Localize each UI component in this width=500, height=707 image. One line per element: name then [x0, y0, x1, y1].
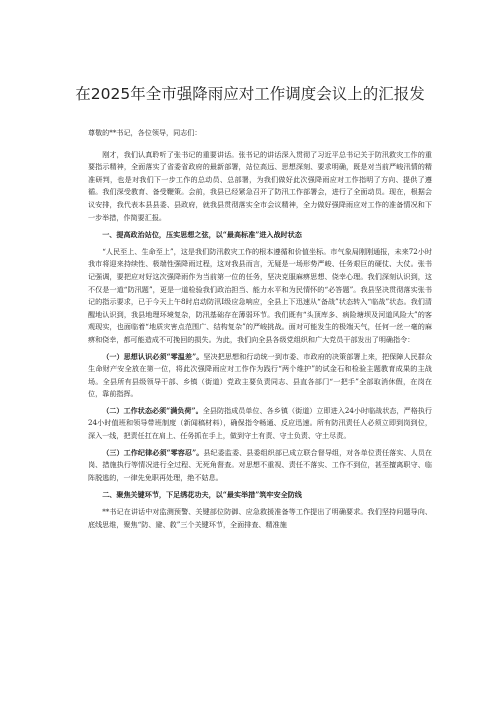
list-item-1-text: 坚决把思想和行动统一到市委、市政府的决策部署上来，把保障人民群众生命财产安全放在第一位，将此次强降雨应对工作作为践行“两个维护”的试金石和检验主题教育成果的主战场。全县所有县级领导干部、乡镇（街道）党政主要负责同志、县直各部门“一把手”全部取消休假，在岗在位，靠前指挥。: [88, 351, 432, 399]
section-heading-1: 一、提高政治站位，压实思想之弦，以“最高标准”进入战时状态: [102, 230, 302, 240]
section1-paragraph: “人民至上、生命至上”，这是我们防汛救灾工作的根本遵循和价值坐标。市气象局刚刚通报，未来72小时我市将迎来持续性、极端性强降雨过程，这对我县而言，无疑是一场形势严峻、任务艰巨的硬仗、大仗。张书记强调，要把应对好这次强降雨作为当前第一位的任务，坚决克服麻痹思想、侥幸心理。我们深刻认识到，这不仅是一道“防汛题”，更是一道检验我们政治担当、能力水平和为民情怀的“必答题”。我县坚决贯彻落实张书记的指示要求，已于今天上午8时启动防汛Ⅰ级应急响应，全县上下迅速从“备战”状态转入“临战”状态。我们清醒地认识到，我县地理环境复杂，防汛基础存在薄弱环节。我们既有“头顶库多、病险塘坝及河道风险大”的客观现实，也面临着“地质灾害点范围广、结构复杂”的严峻挑战。面对可能发生的极端天气，任何一丝一毫的麻痹和侥幸，都可能造成不可挽回的损失。为此，我们向全县各级党组织和广大党员干部发出了明确指令：: [88, 246, 432, 344]
list-item-2-text: 全县防指成员单位、各乡镇（街道）立即进入24小时临战状态，严格执行24小时值班和领导带班制度（新闻稿材料），确保指令畅通、反应迅速。所有防汛责任人必须立即到岗到位，深入一线，把责任扛在肩上、任务抓在手上，做到守土有责、守土负责、守土尽责。: [88, 405, 432, 441]
list-item-3-text: 县纪委监委、县委组织部已成立联合督导组，对各单位责任落实、人员在岗、措施执行等情况进行全过程、无死角督查。对思想不重视、责任不落实、工作不到位，甚至擅离职守、临阵脱逃的，一律先免职再处理，绝不姑息。: [88, 447, 432, 482]
salutation: 尊敬的**书记，各位领导，同志们：: [88, 128, 202, 137]
list-item-2-lead: （二）工作状态必须“满负荷”。: [102, 405, 203, 415]
list-item-3: [88, 447, 432, 485]
document-body: [88, 127, 432, 531]
list-item-2: [88, 405, 432, 443]
list-item-1-lead: （一）思想认识必须“零温差”。: [102, 351, 204, 361]
section2-paragraph: **书记在讲话中对监测预警、关键部位防御、应急救援准备等工作提出了明确要求。我们坚持问题导向、底线思维，聚焦“防、避、救”三个关键环节，全面排查、精准施: [88, 507, 432, 529]
list-item-3-lead: （三）工作纪律必须“零容忍”。: [102, 447, 204, 457]
document-title: 在2025年全市强降雨应对工作调度会议上的汇报发: [75, 85, 425, 103]
intro-paragraph: 刚才，我们认真聆听了张书记的重要讲话。张书记的讲话深入贯彻了习近平总书记关于防汛救灾工作的重要指示精神，全面落实了省委省政府的最新部署，站位高远、思想深刻、要求明确，既是对当前严峻汛情的精准研判，也是对我们下一步工作的总动员、总部署，为我们做好此次强降雨应对工作指明了方向、提供了遵循。我们深受教育、备受鞭策。会前，我县已经紧急召开了防汛工作部署会，进行了全面动员。现在，根据会议安排，我代表本县县委、县政府，就我县贯彻落实全市会议精神，全力做好强降雨应对工作的准备情况和下一步举措，作简要汇报。: [88, 149, 432, 222]
section-heading-2: 二、聚焦关键环节，下足绣花功夫，以“最实举措”筑牢安全防线: [102, 490, 302, 500]
list-item-1: [88, 351, 432, 401]
